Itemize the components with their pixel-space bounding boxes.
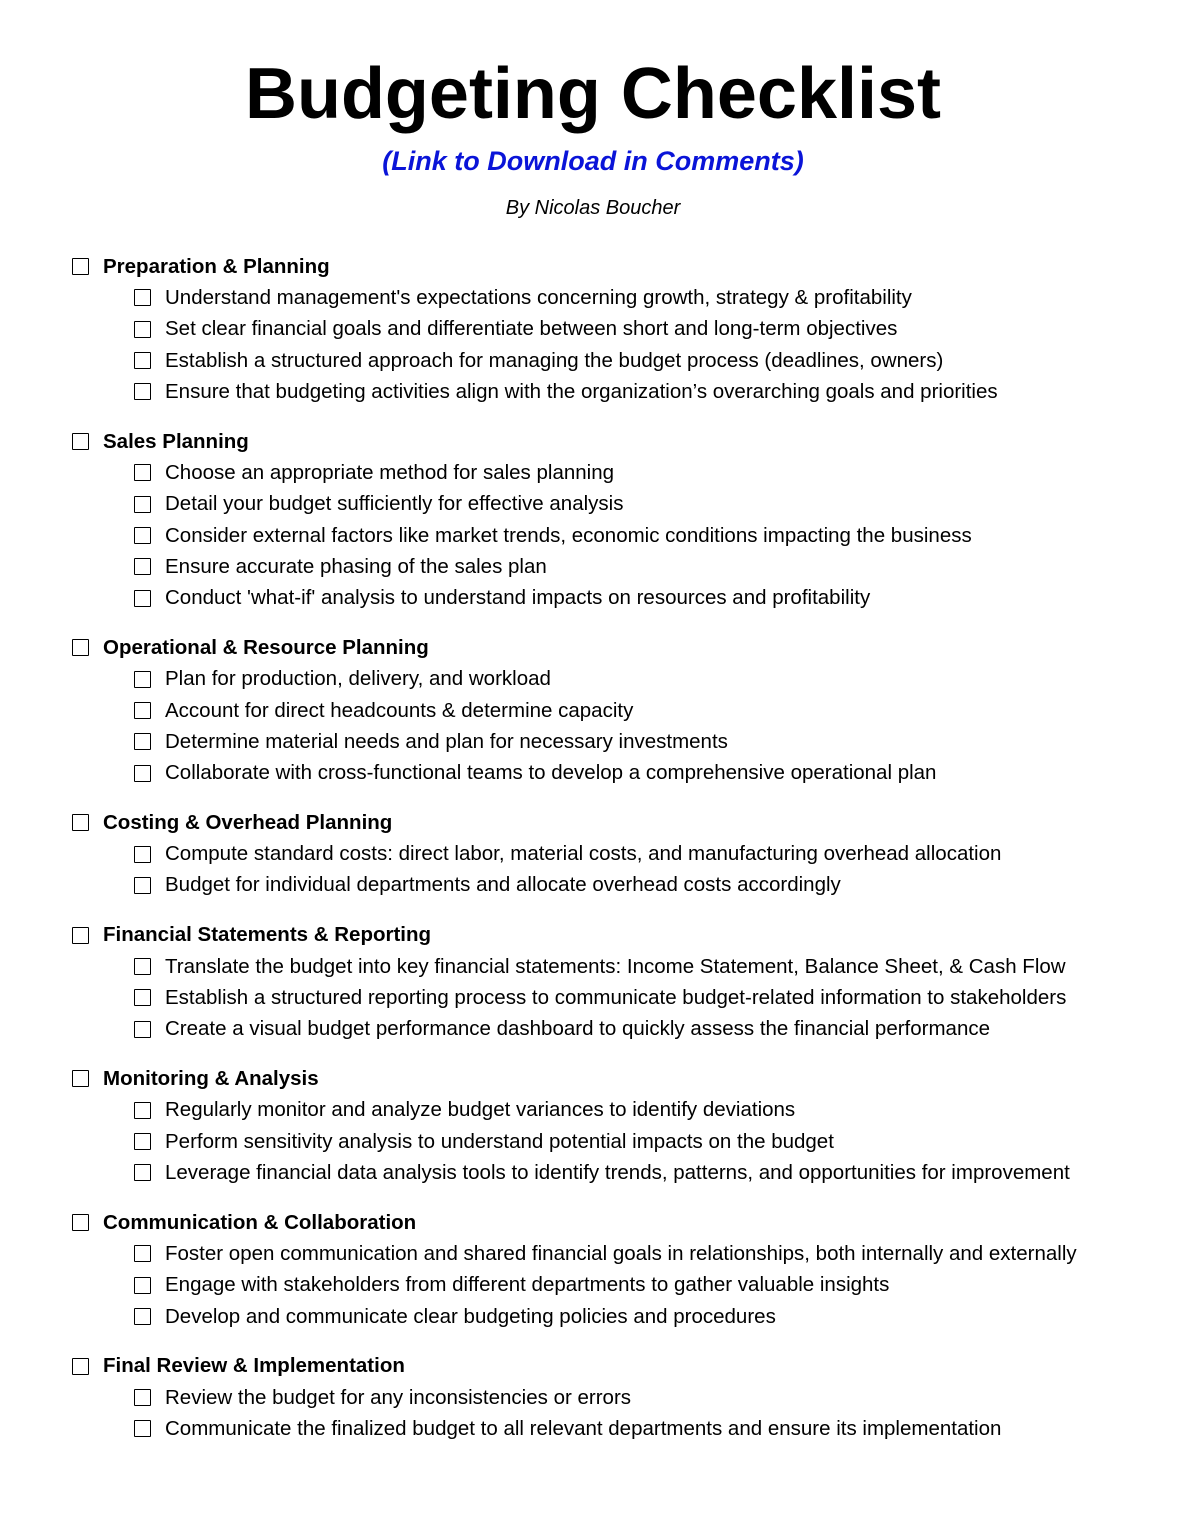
checklist-item — [72, 1095, 1162, 1126]
item-checkbox[interactable] — [134, 558, 151, 575]
section-title: Costing & Overhead Planning — [103, 810, 393, 834]
checklist-item — [72, 457, 1162, 488]
section-header — [72, 1207, 1162, 1238]
checklist-item — [72, 282, 1162, 313]
checklist-item — [72, 664, 1162, 695]
checklist-item — [72, 551, 1162, 582]
item-label: Ensure accurate phasing of the sales plan — [165, 554, 547, 578]
checklist-item — [72, 376, 1162, 407]
section-header — [72, 1351, 1162, 1382]
checklist-item — [72, 870, 1162, 901]
checklist-section — [72, 1351, 1162, 1445]
item-checkbox[interactable] — [134, 1245, 151, 1262]
section-title: Operational & Resource Planning — [103, 635, 429, 659]
section-checkbox[interactable] — [72, 927, 89, 944]
checklist-section — [72, 920, 1162, 1045]
item-checkbox[interactable] — [134, 1420, 151, 1437]
section-header — [72, 426, 1162, 457]
item-checkbox[interactable] — [134, 1389, 151, 1406]
item-label: Review the budget for any inconsistencies or errors — [165, 1385, 632, 1409]
item-checkbox[interactable] — [134, 464, 151, 481]
checklist-item — [72, 1382, 1162, 1413]
item-label: Understand management's expectations concerning growth, strategy & profitability — [165, 285, 912, 309]
checklist-item — [72, 695, 1162, 726]
item-checkbox[interactable] — [134, 1277, 151, 1294]
item-checkbox[interactable] — [134, 1133, 151, 1150]
item-checkbox[interactable] — [134, 590, 151, 607]
item-label: Conduct 'what-if' analysis to understand impacts on resources and profitability — [165, 586, 871, 610]
checklist-item — [72, 1238, 1162, 1269]
section-checkbox[interactable] — [72, 1358, 89, 1375]
item-label: Budget for individual departments and allocate overhead costs accordingly — [165, 873, 841, 897]
item-label: Communicate the finalized budget to all relevant departments and ensure its implementation — [165, 1416, 1002, 1440]
checklist-section — [72, 1207, 1162, 1332]
checklist-section — [72, 426, 1162, 614]
item-checkbox[interactable] — [134, 527, 151, 544]
checklist-section — [72, 251, 1162, 407]
section-title: Sales Planning — [103, 429, 249, 453]
checklist-section — [72, 807, 1162, 901]
checklist-item — [72, 520, 1162, 551]
item-label: Engage with stakeholders from different departments to gather valuable insights — [165, 1273, 890, 1297]
section-header — [72, 1063, 1162, 1094]
item-label: Plan for production, delivery, and workload — [165, 667, 551, 691]
section-title: Financial Statements & Reporting — [103, 923, 432, 947]
section-checkbox[interactable] — [72, 258, 89, 275]
checklist-item — [72, 982, 1162, 1013]
section-title: Preparation & Planning — [103, 254, 330, 278]
item-label: Account for direct headcounts & determine capacity — [165, 698, 634, 722]
item-checkbox[interactable] — [134, 989, 151, 1006]
section-title: Monitoring & Analysis — [103, 1066, 319, 1090]
item-label: Establish a structured reporting process to communicate budget-related information to stakeholders — [165, 985, 1067, 1009]
item-checkbox[interactable] — [134, 383, 151, 400]
item-label: Regularly monitor and analyze budget variances to identify deviations — [165, 1098, 796, 1122]
item-checkbox[interactable] — [134, 289, 151, 306]
checklist-item — [72, 757, 1162, 788]
section-checkbox[interactable] — [72, 1070, 89, 1087]
checklist-item — [72, 839, 1162, 870]
section-checkbox[interactable] — [72, 1214, 89, 1231]
section-checkbox[interactable] — [72, 433, 89, 450]
item-checkbox[interactable] — [134, 1102, 151, 1119]
checklist-sections — [72, 251, 1162, 1463]
item-label: Perform sensitivity analysis to understand potential impacts on the budget — [165, 1129, 834, 1153]
item-checkbox[interactable] — [134, 321, 151, 338]
item-checkbox[interactable] — [134, 733, 151, 750]
section-title: Communication & Collaboration — [103, 1210, 417, 1234]
item-label: Leverage financial data analysis tools to identify trends, patterns, and opportunities for improvement — [165, 1160, 1070, 1184]
section-checkbox[interactable] — [72, 814, 89, 831]
item-label: Set clear financial goals and differentiate between short and long-term objectives — [165, 317, 898, 341]
item-label: Choose an appropriate method for sales planning — [165, 460, 615, 484]
item-label: Compute standard costs: direct labor, material costs, and manufacturing overhead allocation — [165, 842, 1002, 866]
author-byline: By Nicolas Boucher — [505, 197, 681, 219]
item-checkbox[interactable] — [134, 877, 151, 894]
checklist-item — [72, 1270, 1162, 1301]
item-checkbox[interactable] — [134, 1021, 151, 1038]
item-checkbox[interactable] — [134, 671, 151, 688]
download-link-note[interactable]: (Link to Download in Comments) — [382, 146, 804, 176]
item-label: Establish a structured approach for managing the budget process (deadlines, owners) — [165, 348, 944, 372]
checklist-item — [72, 582, 1162, 613]
checklist-item — [72, 314, 1162, 345]
item-label: Develop and communicate clear budgeting policies and procedures — [165, 1304, 776, 1328]
section-header — [72, 920, 1162, 951]
item-checkbox[interactable] — [134, 702, 151, 719]
section-header — [72, 632, 1162, 663]
checklist-item — [72, 1413, 1162, 1444]
item-label: Determine material needs and plan for necessary investments — [165, 729, 728, 753]
checklist-item — [72, 726, 1162, 757]
item-label: Translate the budget into key financial statements: Income Statement, Balance Sheet, & Cash Flow — [165, 954, 1066, 978]
item-checkbox[interactable] — [134, 496, 151, 513]
checklist-item — [72, 489, 1162, 520]
section-title: Final Review & Implementation — [103, 1354, 405, 1378]
item-checkbox[interactable] — [134, 1308, 151, 1325]
section-header — [72, 251, 1162, 282]
checklist-item — [72, 345, 1162, 376]
item-label: Create a visual budget performance dashboard to quickly assess the financial performance — [165, 1017, 991, 1041]
item-checkbox[interactable] — [134, 958, 151, 975]
checklist-section — [72, 632, 1162, 788]
item-checkbox[interactable] — [134, 765, 151, 782]
checklist-item — [72, 1126, 1162, 1157]
checklist-item — [72, 1301, 1162, 1332]
item-label: Detail your budget sufficiently for effective analysis — [165, 492, 624, 516]
item-label: Collaborate with cross-functional teams to develop a comprehensive operational plan — [165, 761, 937, 785]
item-checkbox[interactable] — [134, 352, 151, 369]
item-label: Ensure that budgeting activities align with the organization’s overarching goals and priorities — [165, 379, 998, 403]
page-title: Budgeting Checklist — [244, 54, 942, 134]
checklist-item — [72, 1014, 1162, 1045]
checklist-item — [72, 1157, 1162, 1188]
section-checkbox[interactable] — [72, 639, 89, 656]
item-label: Consider external factors like market trends, economic conditions impacting the business — [165, 523, 972, 547]
checklist-item — [72, 951, 1162, 982]
section-header — [72, 807, 1162, 838]
item-checkbox[interactable] — [134, 1164, 151, 1181]
checklist-section — [72, 1063, 1162, 1188]
item-label: Foster open communication and shared financial goals in relationships, both internally and externally — [165, 1241, 1077, 1265]
item-checkbox[interactable] — [134, 846, 151, 863]
